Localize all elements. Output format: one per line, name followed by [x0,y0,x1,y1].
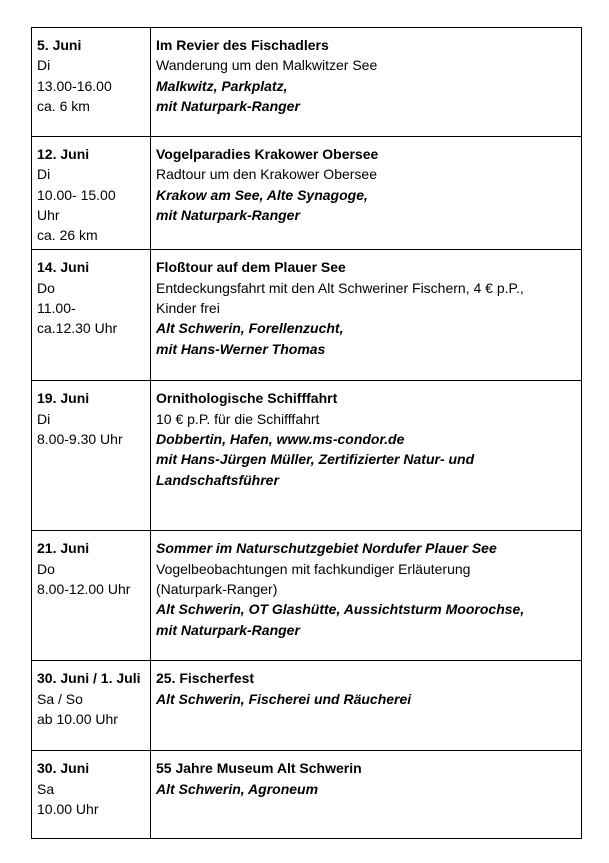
event-date-cell [32,137,151,250]
event-location: mit Naturpark-Ranger [156,621,300,638]
event-row [32,751,582,839]
event-date-cell [32,381,151,531]
event-detail: Entdeckungsfahrt mit den Alt Schweriner Fischern, 4 € p.P., [156,279,524,296]
event-description-cell [151,661,582,751]
event-time-detail: 10.00 Uhr [37,801,99,818]
event-table [31,27,582,839]
event-date: 30. Juni / 1. Juli [37,670,141,687]
event-time-detail: Di [37,410,51,427]
event-time-detail: 8.00-12.00 Uhr [37,581,131,598]
event-detail: 10 € p.P. für die Schifffahrt [156,410,320,427]
event-time-detail: Do [37,279,55,296]
event-description-cell [151,531,582,661]
event-location: Dobbertin, Hafen, www.ms-condor.de [156,431,405,448]
event-description-cell [151,28,582,137]
event-title: Sommer im Naturschutzgebiet Nordufer Plauer See [156,540,497,557]
event-row [32,137,582,250]
event-detail: Radtour um den Krakower Obersee [156,166,377,183]
event-time-detail: ca. 26 km [37,227,98,244]
event-time-detail: Do [37,560,55,577]
event-detail: (Naturpark-Ranger) [156,581,278,598]
event-location: Malkwitz, Parkplatz, [156,77,288,94]
event-location: Krakow am See, Alte Synagoge, [156,186,368,203]
event-time-detail: Di [37,166,51,183]
event-description-cell [151,381,582,531]
event-date: 21. Juni [37,540,90,557]
event-detail: Wanderung um den Malkwitzer See [156,57,378,74]
event-date-cell [32,250,151,381]
event-time-detail: ca. 6 km [37,97,90,114]
event-date-cell [32,661,151,751]
event-title: Vogelparadies Krakower Obersee [156,146,379,162]
event-table-body [32,28,582,839]
event-time-detail: Uhr [37,206,60,223]
event-location: Alt Schwerin, Forellenzucht, [156,320,344,337]
event-date: 19. Juni [37,390,90,407]
event-location: mit Naturpark-Ranger [156,206,300,223]
event-date-cell [32,28,151,137]
event-location: Landschaftsführer [156,471,279,488]
event-time-detail: Sa / So [37,690,83,707]
event-row [32,250,582,381]
event-date: 14. Juni [37,259,90,276]
event-location: Alt Schwerin, Fischerei und Räucherei [156,690,412,707]
event-title: Ornithologische Schifffahrt [156,390,338,407]
event-title: 55 Jahre Museum Alt Schwerin [156,760,362,777]
event-date: 12. Juni [37,146,90,162]
event-title: 25. Fischerfest [156,670,255,687]
event-date: 5. Juni [37,37,82,53]
event-date: 30. Juni [37,760,90,777]
event-time-detail: ab 10.00 Uhr [37,711,118,728]
event-description-cell [151,250,582,381]
event-row [32,28,582,137]
event-location: mit Hans-Jürgen Müller, Zertifizierter Natur- und [156,451,475,468]
event-time-detail: 8.00-9.30 Uhr [37,431,123,448]
event-location: Alt Schwerin, OT Glashütte, Aussichtsturm Moorochse, [156,601,525,618]
event-row [32,661,582,751]
event-description-cell [151,137,582,250]
event-title: Im Revier des Fischadlers [156,37,329,53]
event-detail: Kinder frei [156,300,220,317]
event-date-cell [32,751,151,839]
event-time-detail: ca.12.30 Uhr [37,320,118,337]
event-time-detail: Sa [37,780,55,797]
event-time-detail: 10.00- 15.00 [37,186,116,203]
event-title: Floßtour auf dem Plauer See [156,259,346,276]
event-location: Alt Schwerin, Agroneum [156,780,319,797]
event-description-cell [151,751,582,839]
event-location: mit Naturpark-Ranger [156,97,300,114]
event-date-cell [32,531,151,661]
event-row [32,381,582,531]
event-time-detail: 11.00- [37,300,76,317]
event-location: mit Hans-Werner Thomas [156,340,326,357]
event-time-detail: 13.00-16.00 [37,77,112,94]
event-time-detail: Di [37,57,51,74]
event-row [32,531,582,661]
event-detail: Vogelbeobachtungen mit fachkundiger Erläuterung [156,560,471,577]
